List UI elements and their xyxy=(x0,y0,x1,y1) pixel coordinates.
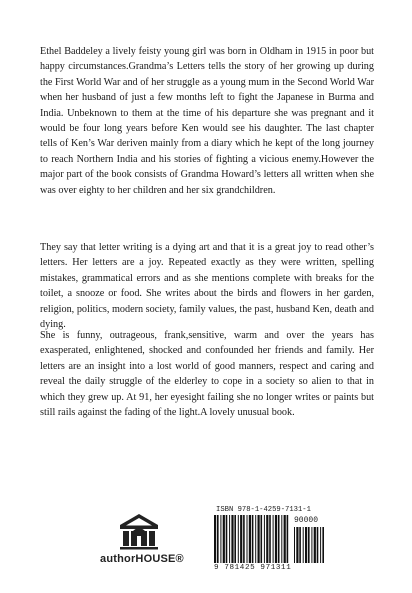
paragraph-2: They say that letter writing is a dying art and that it is a great joy to read other’s letters. Her letters are a joy. Repeated exactly as they were written, spelling mistakes, grammatical errors and as she mentions complete with breaks for the toilet, a snooze or food. She writes about the birds and flowers in her garden, religion, politics, modern society, family values, the past, husband Ken, death and dying. xyxy=(40,242,374,331)
price-barcode xyxy=(294,527,324,563)
publisher-name: authorHOUSE® xyxy=(100,553,184,565)
paragraph-1: Ethel Baddeley a lively feisty young girl was born in Oldham in 1915 in poor but happy circumstances.Grandma’s Letters tells the story of her growing up during the First World War and of her struggle as a young mum in the Second World War when her husband of just a few months left to fight the Japanese in Burma and India. Unbeknown to them at the time of his departure she was pregnant and it would be four long years before Ken would see his daughter. The last chapter tells of Ken’s War deriven mainly from a diary which he kept of the long journey to reach Northern India and his stories of fighting a vicious enemy.However the major part of the book consists of Grandma Howard’s letters all written when she was over eighty to her children and her six grandchildren. xyxy=(40,46,374,196)
barcode-block xyxy=(214,506,326,572)
publisher-logo xyxy=(100,512,184,565)
authorhouse-logo-icon xyxy=(117,512,161,550)
isbn-number: 9 781425 971311 xyxy=(214,564,292,572)
isbn-barcode xyxy=(214,515,290,563)
isbn-label: ISBN 978-1-4259-7131-1 xyxy=(216,506,311,514)
paragraph-3: She is funny, outrageous, frank,sensitive, warm and over the years has exasperated, enlightened, shocked and confounded her friends and family. Her letters are an insight into a lost world of good manners, respect and caring and reveal the daily struggle of the elderley to cope in a society so alien to that in which they grew up. At 91, her eyesight failing she no longer writes or paints but still rails against the fading of the light.A lovely unusual book. xyxy=(40,330,374,419)
price-code: 90000 xyxy=(294,516,319,525)
